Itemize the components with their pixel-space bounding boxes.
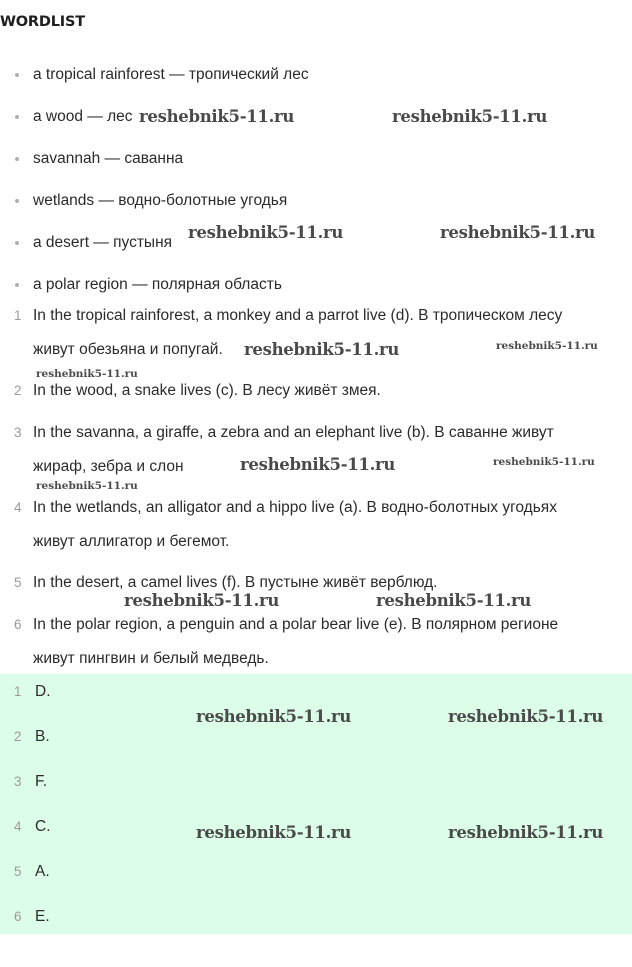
watermark: reshebnik5-11.ru [124, 591, 280, 610]
answer-value: A. [35, 863, 50, 880]
answer-value: E. [35, 908, 50, 925]
watermark: reshebnik5-11.ru [392, 107, 548, 126]
sentence-line: живут обезьяна и попугай. [33, 341, 223, 358]
watermark: reshebnik5-11.ru [448, 823, 604, 842]
watermark: reshebnik5-11.ru [244, 340, 400, 359]
sentence-line: In the desert, a camel lives (f). В пустыне живёт верблюд. [33, 574, 438, 591]
sentence-number: 3 [14, 425, 22, 440]
list-item [0, 148, 632, 170]
watermark: reshebnik5-11.ru [448, 707, 604, 726]
answer-item [0, 726, 632, 748]
watermark: reshebnik5-11.ru [496, 340, 598, 352]
answer-value: B. [35, 728, 50, 745]
answer-item [0, 861, 632, 883]
sentence-line: In the tropical rainforest, a monkey and a parrot live (d). В тропическом лесу [33, 307, 563, 324]
list-item-text: a wood — лес [33, 108, 133, 125]
watermark: reshebnik5-11.ru [440, 223, 596, 242]
bullet-icon [15, 115, 19, 119]
watermark: reshebnik5-11.ru [196, 707, 352, 726]
watermark: reshebnik5-11.ru [196, 823, 352, 842]
sentence-line: In the polar region, a penguin and a polar bear live (e). В полярном регионе [33, 616, 559, 633]
list-item [0, 64, 632, 86]
page-title: WORDLIST [0, 14, 85, 30]
answer-number: 4 [14, 819, 22, 834]
watermark: reshebnik5-11.ru [188, 223, 344, 242]
list-item-text: a desert — пустыня [33, 234, 173, 251]
bullet-icon [15, 73, 19, 77]
answer-item [0, 771, 632, 793]
answer-number: 3 [14, 774, 22, 789]
bullet-icon [15, 283, 19, 287]
watermark: reshebnik5-11.ru [36, 480, 138, 492]
watermark: reshebnik5-11.ru [139, 107, 295, 126]
answer-value: D. [35, 683, 51, 700]
watermark: reshebnik5-11.ru [36, 368, 138, 380]
list-item [0, 274, 632, 296]
answer-value: C. [35, 818, 51, 835]
list-item-text: wetlands — водно-болотные угодья [33, 192, 288, 209]
list-item-text: a tropical rainforest — тропический лес [33, 66, 309, 83]
bullet-icon [15, 157, 19, 161]
sentence-line: живут аллигатор и бегемот. [33, 533, 230, 550]
watermark: reshebnik5-11.ru [493, 456, 595, 468]
answer-number: 2 [14, 729, 22, 744]
answer-number: 5 [14, 864, 22, 879]
answer-value: F. [35, 773, 48, 790]
watermark: reshebnik5-11.ru [376, 591, 532, 610]
sentence-line: In the wood, a snake lives (c). В лесу живёт змея. [33, 382, 381, 399]
list-item [0, 190, 632, 212]
sentence-number: 6 [14, 617, 22, 632]
sentence-line: In the savanna, a giraffe, a zebra and an elephant live (b). В саванне живут [33, 424, 554, 441]
watermark: reshebnik5-11.ru [240, 455, 396, 474]
answer-number: 1 [14, 684, 22, 699]
answer-number: 6 [14, 909, 22, 924]
bullet-icon [15, 199, 19, 203]
sentence-number: 4 [14, 500, 22, 515]
sentence-line: In the wetlands, an alligator and a hippo live (a). В водно-болотных угодьях [33, 499, 557, 516]
sentence-line: живут пингвин и белый медведь. [33, 650, 269, 667]
list-item-text: a polar region — полярная область [33, 276, 282, 293]
answer-item [0, 906, 632, 928]
sentence-number: 1 [14, 308, 22, 323]
sentence-line: жираф, зебра и слон [33, 458, 184, 475]
sentence-number: 5 [14, 575, 22, 590]
list-item-text: savannah — саванна [33, 150, 184, 167]
sentence-number: 2 [14, 383, 22, 398]
bullet-icon [15, 241, 19, 245]
answer-item [0, 681, 632, 703]
